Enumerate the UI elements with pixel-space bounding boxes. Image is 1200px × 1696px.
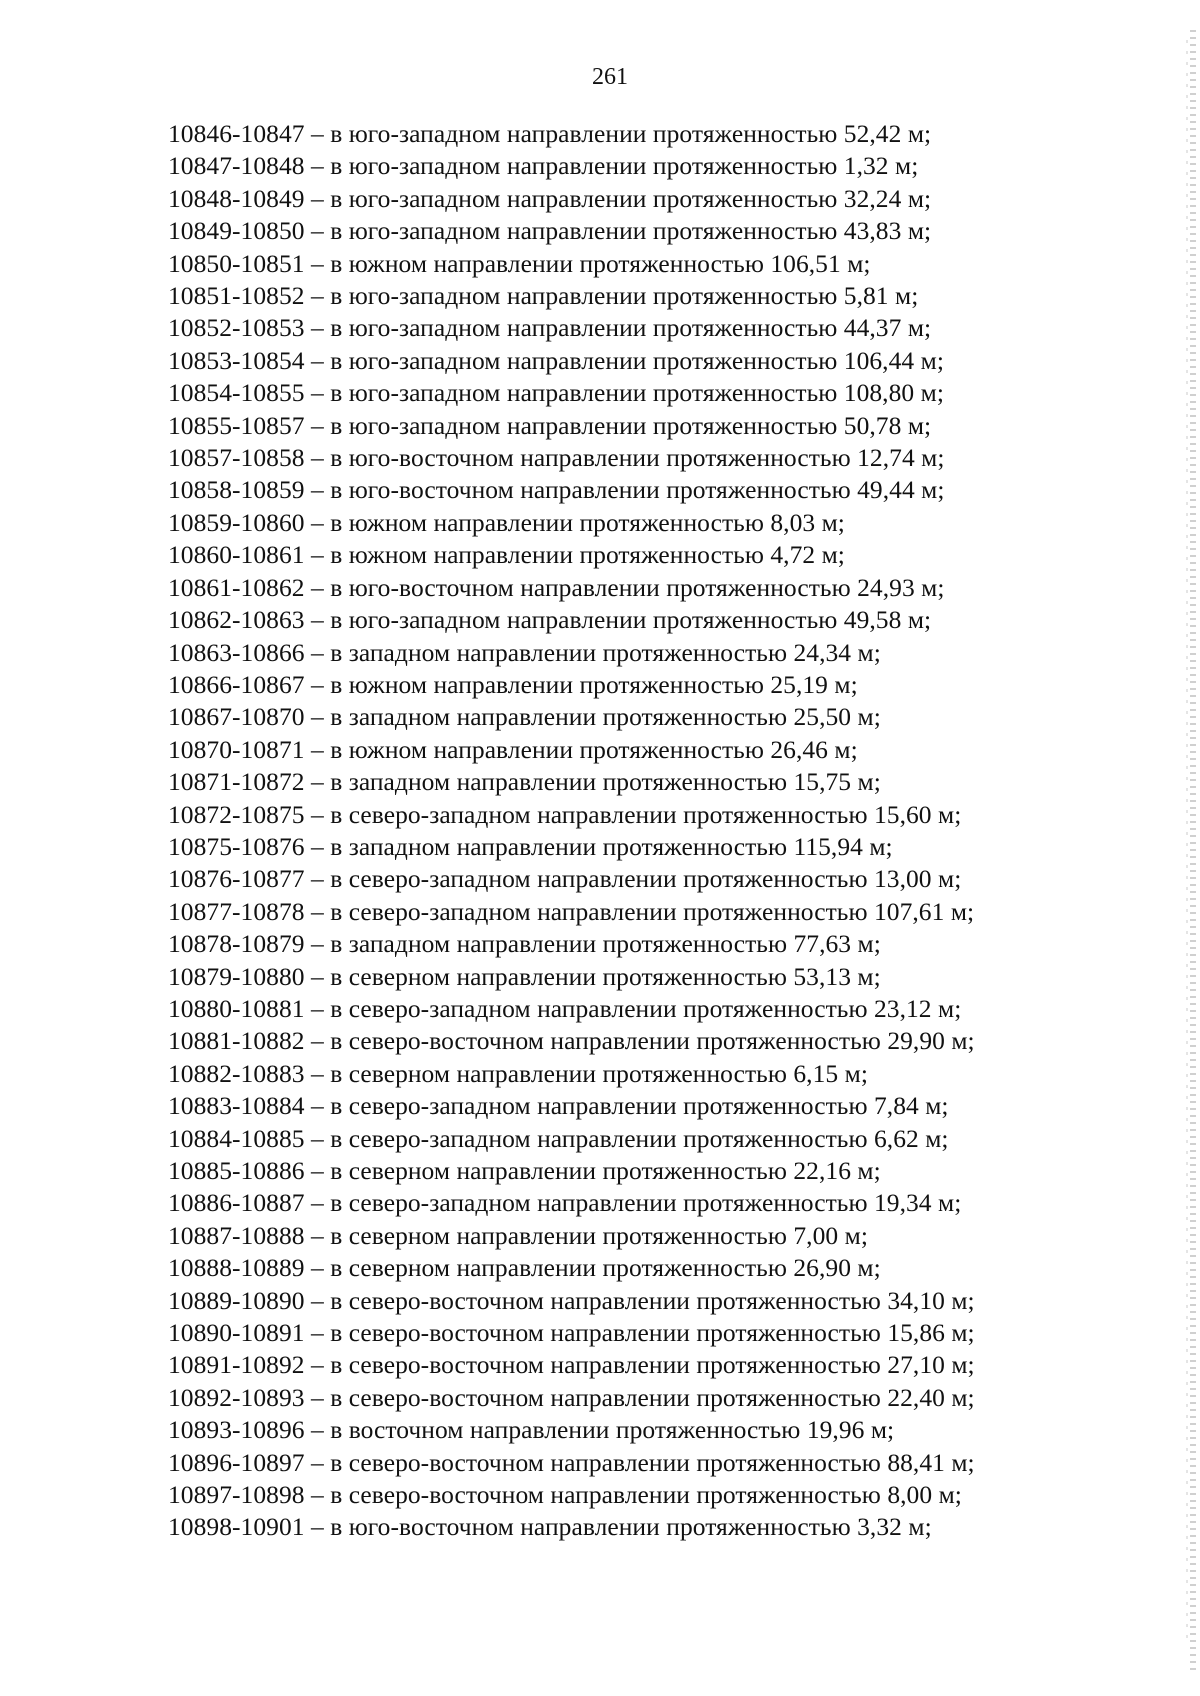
list-item: 10853-10854 – в юго-западном направлении протяженностью 106,44 м; [168,345,944,375]
list-item: 10875-10876 – в западном направлении протяженностью 115,94 м; [168,831,893,861]
list-item: 10893-10896 – в восточном направлении протяженностью 19,96 м; [168,1415,895,1445]
scan-edge-artifact-faint [1186,40,1188,1640]
list-item: 10854-10855 – в юго-западном направлении протяженностью 108,80 м; [168,378,944,408]
list-item: 10851-10852 – в юго-западном направлении протяженностью 5,81 м; [168,281,919,311]
list-item: 10890-10891 – в северо-восточном направлении протяженностью 15,86 м; [168,1318,975,1348]
list-item: 10878-10879 – в западном направлении протяженностью 77,63 м; [168,929,881,959]
list-item: 10880-10881 – в северо-западном направлении протяженностью 23,12 м; [168,993,962,1023]
list-item: 10852-10853 – в юго-западном направлении протяженностью 44,37 м; [168,313,932,343]
list-item: 10891-10892 – в северо-восточном направлении протяженностью 27,10 м; [168,1350,975,1380]
list-item: 10889-10890 – в северо-восточном направлении протяженностью 34,10 м; [168,1285,975,1315]
list-item: 10877-10878 – в северо-западном направлении протяженностью 107,61 м; [168,896,975,926]
list-item: 10849-10850 – в юго-западном направлении протяженностью 43,83 м; [168,216,932,246]
list-item: 10870-10871 – в южном направлении протяженностью 26,46 м; [168,734,858,764]
list-item: 10888-10889 – в северном направлении протяженностью 26,90 м; [168,1253,881,1283]
list-item: 10863-10866 – в западном направлении протяженностью 24,34 м; [168,637,881,667]
list-item: 10897-10898 – в северо-восточном направлении протяженностью 8,00 м; [168,1480,962,1510]
list-item: 10883-10884 – в северо-западном направлении протяженностью 7,84 м; [168,1091,949,1121]
list-item: 10858-10859 – в юго-восточном направлении протяженностью 49,44 м; [168,475,945,505]
list-item: 10862-10863 – в юго-западном направлении протяженностью 49,58 м; [168,605,932,635]
list-item: 10872-10875 – в северо-западном направлении протяженностью 15,60 м; [168,799,962,829]
list-item: 10850-10851 – в южном направлении протяженностью 106,51 м; [168,248,871,278]
list-item: 10896-10897 – в северо-восточном направлении протяженностью 88,41 м; [168,1447,975,1477]
list-item: 10857-10858 – в юго-восточном направлении протяженностью 12,74 м; [168,443,945,473]
list-item: 10866-10867 – в южном направлении протяженностью 25,19 м; [168,669,858,699]
list-item: 10861-10862 – в юго-восточном направлении протяженностью 24,93 м; [168,572,945,602]
scan-edge-artifact [1190,30,1196,1670]
page-number: 261 [592,64,628,90]
list-item: 10855-10857 – в юго-западном направлении протяженностью 50,78 м; [168,410,932,440]
list-item: 10892-10893 – в северо-восточном направлении протяженностью 22,40 м; [168,1382,975,1412]
list-item: 10859-10860 – в южном направлении протяженностью 8,03 м; [168,507,845,537]
list-item: 10885-10886 – в северном направлении протяженностью 22,16 м; [168,1156,881,1185]
list-item: 10881-10882 – в северо-восточном направлении протяженностью 29,90 м; [168,1026,975,1056]
list-item: 10860-10861 – в южном направлении протяженностью 4,72 м; [168,540,845,570]
list-item: 10848-10849 – в юго-западном направлении протяженностью 32,24 м; [168,183,932,213]
list-item: 10847-10848 – в юго-западном направлении протяженностью 1,32 м; [168,151,919,181]
list-item: 10876-10877 – в северо-западном направлении протяженностью 13,00 м; [168,864,962,894]
boundary-segment-list [168,118,1088,1544]
list-item: 10886-10887 – в северо-западном направлении протяженностью 19,34 м; [168,1188,962,1218]
list-item: 10898-10901 – в юго-восточном направлении протяженностью 3,32 м; [168,1512,932,1542]
list-item: 10884-10885 – в северо-западном направлении протяженностью 6,62 м; [168,1123,949,1153]
list-item: 10867-10870 – в западном направлении протяженностью 25,50 м; [168,702,881,732]
list-item: 10879-10880 – в северном направлении протяженностью 53,13 м; [168,961,881,991]
list-item: 10871-10872 – в западном направлении протяженностью 15,75 м; [168,767,881,797]
list-item: 10887-10888 – в северном направлении протяженностью 7,00 м; [168,1220,868,1250]
list-item: 10882-10883 – в северном направлении протяженностью 6,15 м; [168,1058,868,1088]
list-item: 10846-10847 – в юго-западном направлении протяженностью 52,42 м; [168,119,932,148]
